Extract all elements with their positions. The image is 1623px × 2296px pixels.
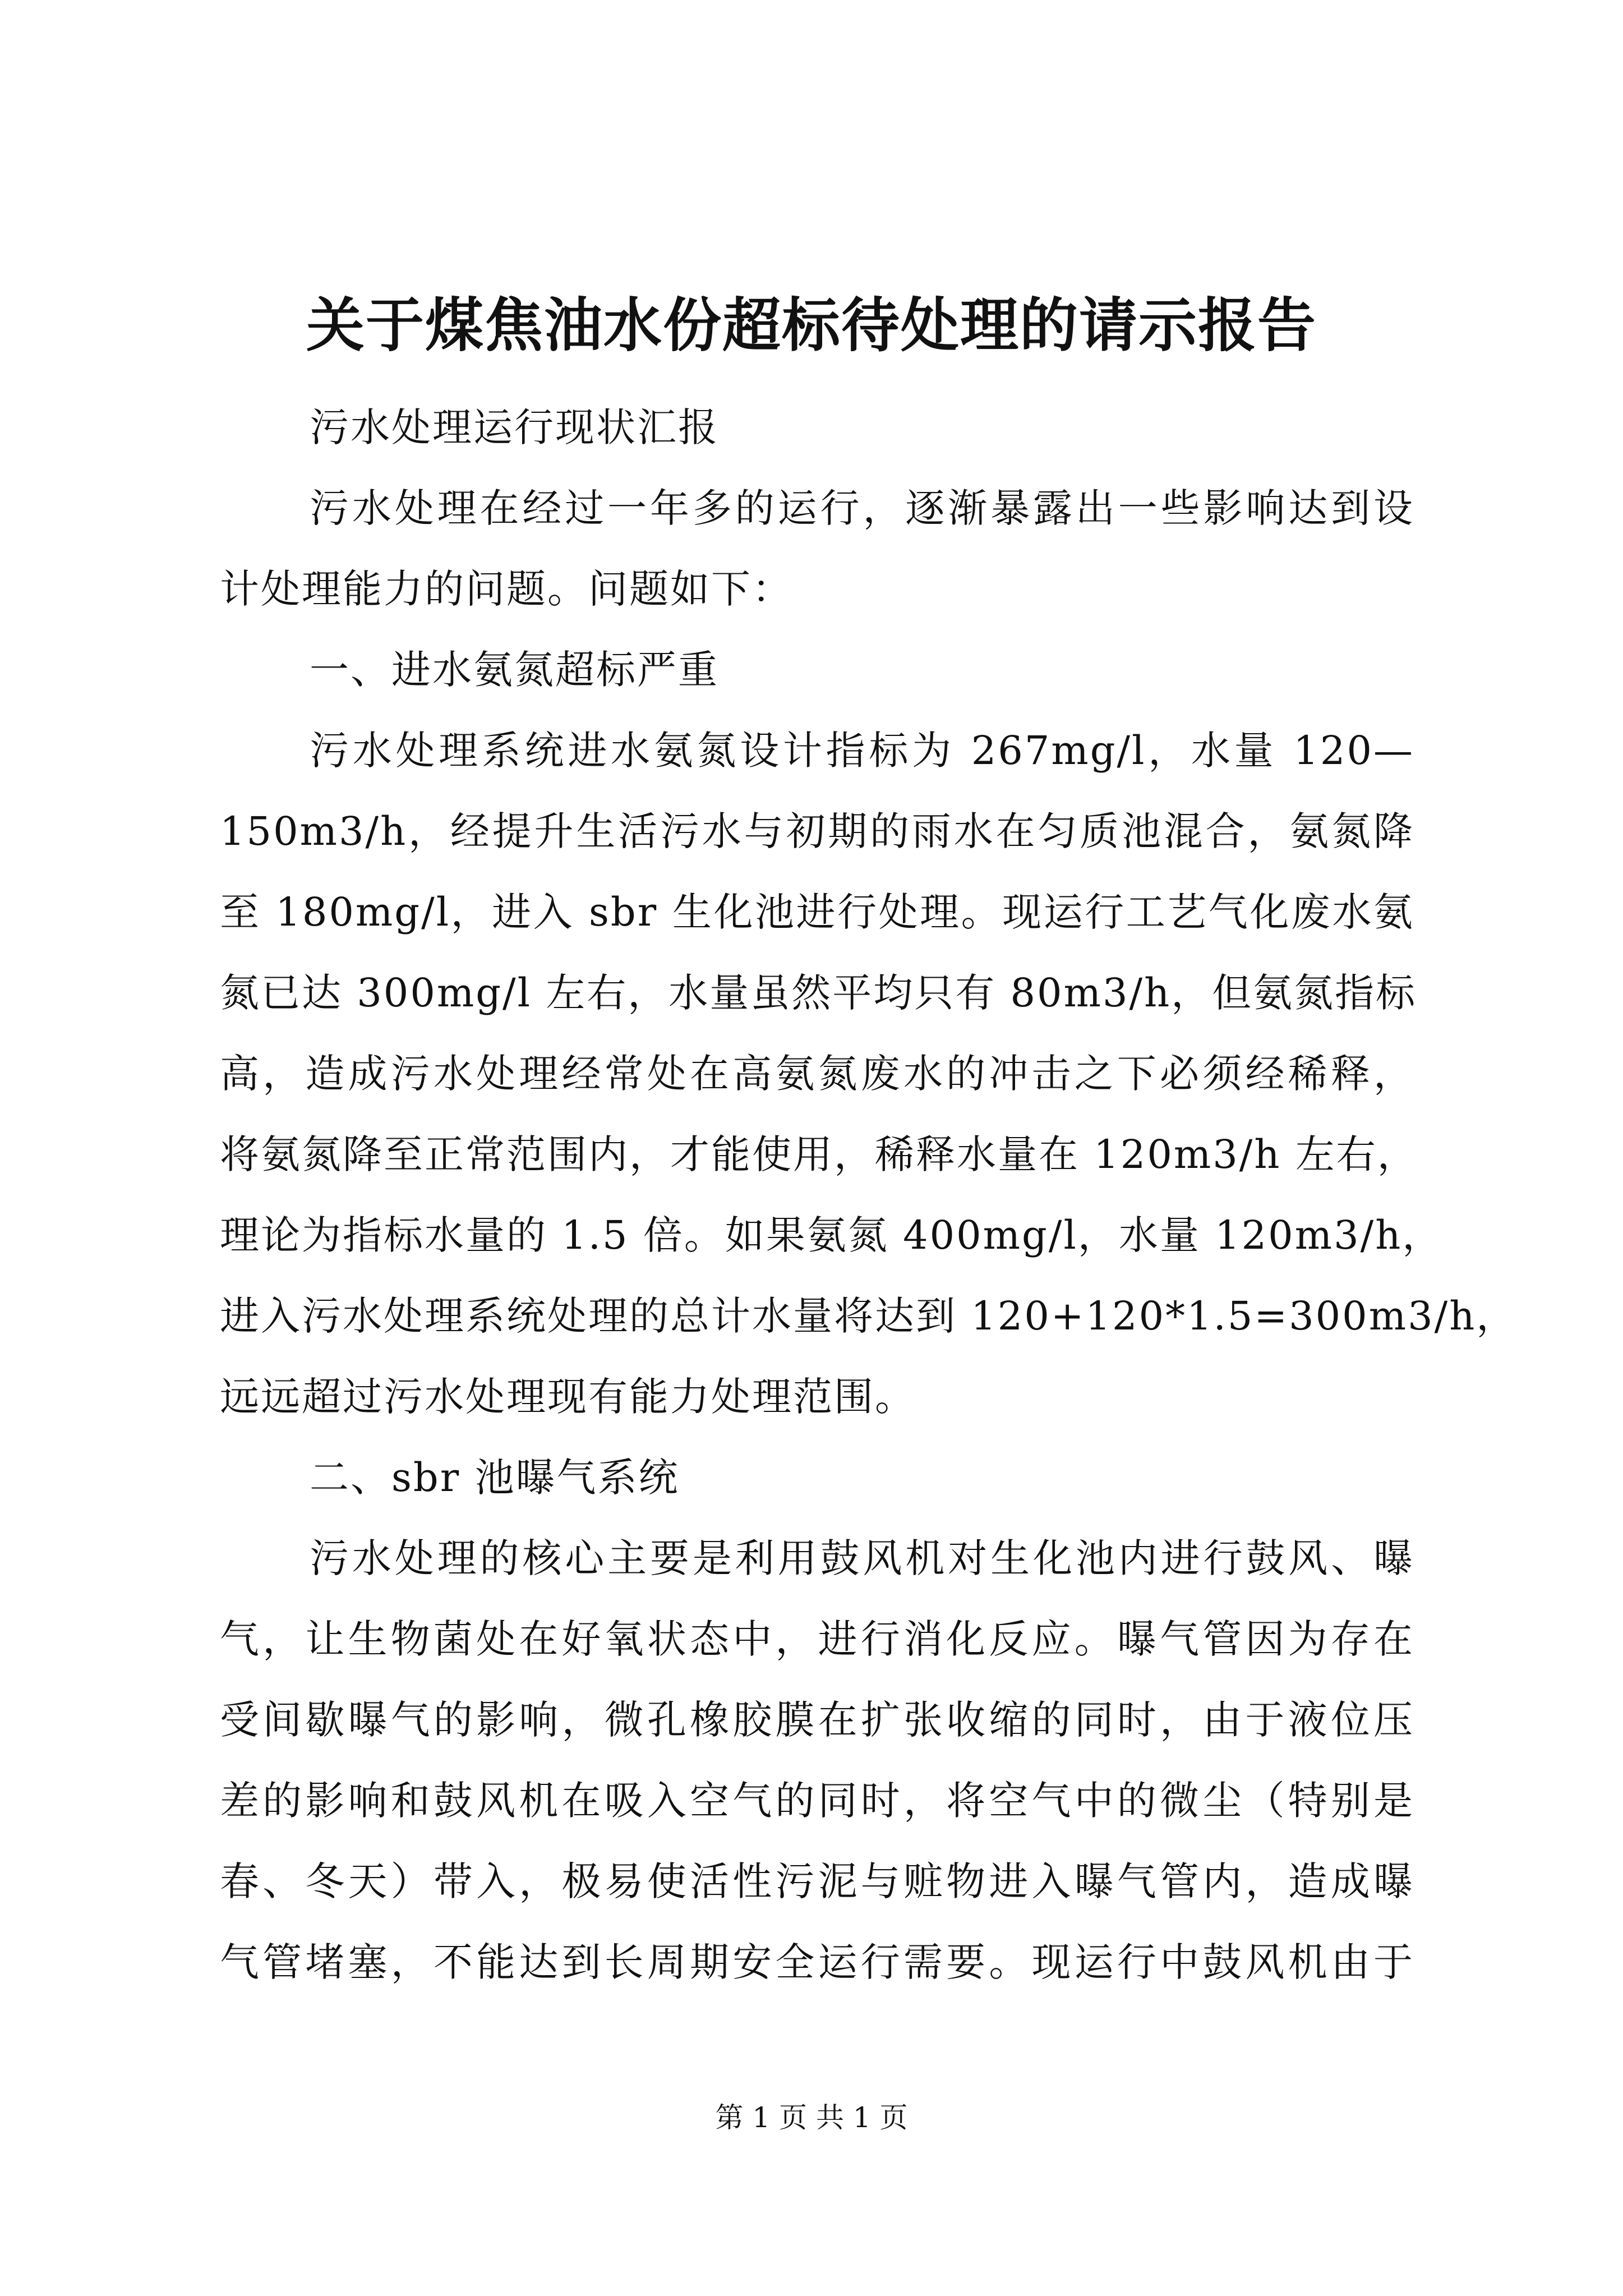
section-heading: 一、进水氨氮超标严重 [310, 647, 719, 693]
paragraph-line: 污水处理在经过一年多的运行，逐渐暴露出一些影响达到设 [310, 485, 1414, 531]
paragraph-line: 将氨氮降至正常范围内，才能使用，稀释水量在 120m3/h 左右， [220, 1131, 1418, 1177]
document-title: 关于煤焦油水份超标待处理的请示报告 [306, 291, 1317, 360]
paragraph-line: 污水处理的核心主要是利用鼓风机对生化池内进行鼓风、曝 [310, 1535, 1414, 1581]
paragraph-line: 远远超过污水处理现有能力处理范围。 [220, 1374, 916, 1420]
page-footer: 第 1 页 共 1 页 [715, 2101, 908, 2134]
paragraph-line: 进入污水处理系统处理的总计水量将达到 120+120*1.5=300m3/h， [220, 1293, 1518, 1339]
paragraph-heading: 污水处理运行现状汇报 [310, 404, 719, 450]
paragraph-line: 受间歇曝气的影响，微孔橡胶膜在扩张收缩的同时，由于液位压 [220, 1697, 1414, 1743]
paragraph-line: 差的影响和鼓风机在吸入空气的同时，将空气中的微尘（特别是 [220, 1778, 1414, 1824]
paragraph-line: 春、冬天）带入，极易使活性污泥与赃物进入曝气管内，造成曝 [220, 1858, 1414, 1904]
paragraph-line: 计处理能力的问题。问题如下： [220, 566, 793, 612]
section-heading: 二、sbr 池曝气系统 [310, 1455, 680, 1501]
paragraph-line: 150m3/h，经提升生活污水与初期的雨水在匀质池混合，氨氮降 [220, 808, 1414, 854]
paragraph-line: 气，让生物菌处在好氧状态中，进行消化反应。曝气管因为存在 [220, 1616, 1414, 1662]
paragraph-line: 氮已达 300mg/l 左右，水量虽然平均只有 80m3/h，但氨氮指标 [220, 970, 1417, 1016]
paragraph-line: 高，造成污水处理经常处在高氨氮废水的冲击之下必须经稀释， [220, 1051, 1414, 1097]
paragraph-line: 污水处理系统进水氨氮设计指标为 267mg/l，水量 120— [310, 728, 1414, 774]
paragraph-line: 至 180mg/l，进入 sbr 生化池进行处理。现运行工艺气化废水氨 [220, 889, 1414, 935]
paragraph-line: 理论为指标水量的 1.5 倍。如果氨氮 400mg/l，水量 120m3/h， [220, 1212, 1444, 1258]
paragraph-line: 气管堵塞，不能达到长周期安全运行需要。现运行中鼓风机由于 [220, 1939, 1414, 1985]
document-body [220, 387, 1518, 2003]
